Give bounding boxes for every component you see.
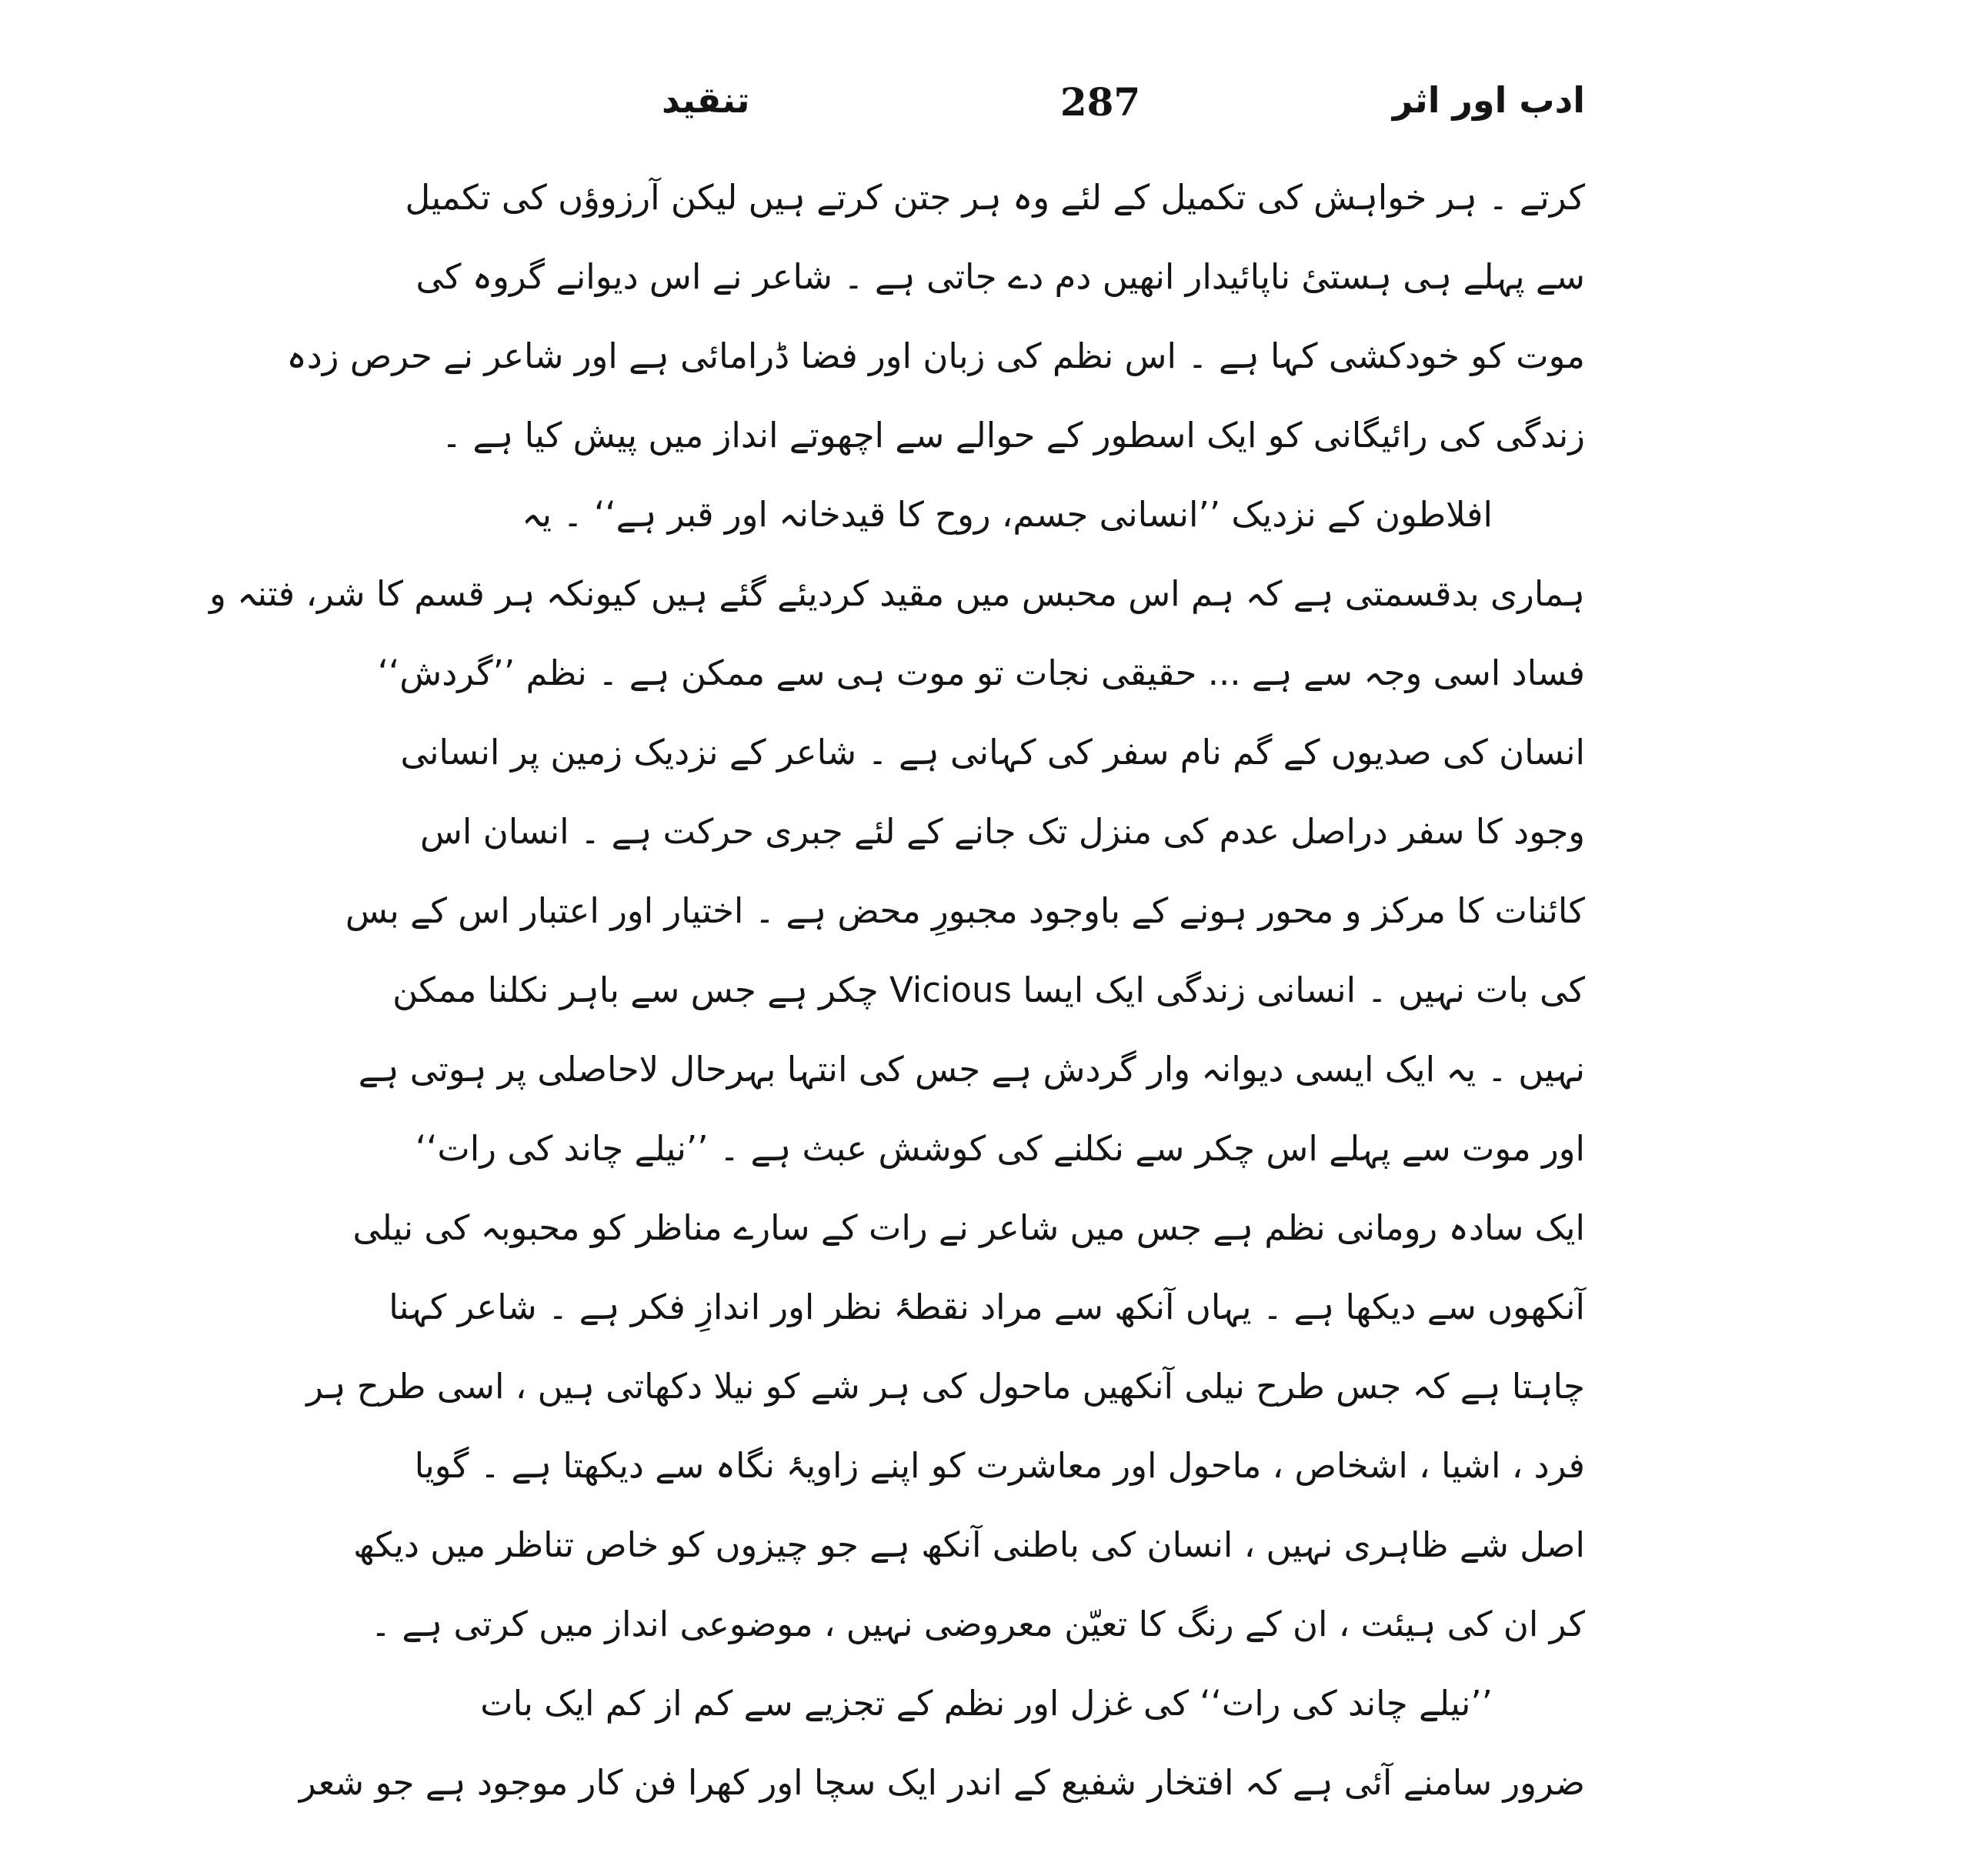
text-line: انسان کی صدیوں کے گم نام سفر کی کہانی ہے ۔ شاعر کے نزدیک زمین پر انسانی [400, 732, 1585, 773]
text-line: کرتے ۔ ہر خواہش کی تکمیل کے لئے وہ ہر جتن کرتے ہیں لیکن آرزوؤں کی تکمیل [405, 177, 1585, 218]
text-line: کی بات نہیں ۔ انسانی زندگی ایک ایسا Vicious چکر ہے جس سے باہر نکلنا ممکن [392, 970, 1585, 1010]
text-line: فرد ، اشیا ، اشخاص ، ماحول اور معاشرت کو اپنے زاویۂ نگاہ سے دیکھتا ہے ۔ گویا [414, 1445, 1585, 1486]
book-page [209, 73, 1585, 1812]
text-line: چاہتا ہے کہ جس طرح نیلی آنکھیں ماحول کی ہر شے کو نیلا دکھاتی ہیں ، اسی طرح ہر [306, 1366, 1585, 1407]
running-header [616, 73, 1585, 158]
body-text [209, 158, 1585, 1822]
text-line: ’’نیلے چاند کی رات‘‘ کی غزل اور نظم کے تجزیے سے کم از کم ایک بات [480, 1683, 1493, 1724]
section-title: تنقید [662, 79, 750, 121]
book-title: ادب اور اثر [1392, 79, 1585, 121]
text-line: موت کو خودکشی کہا ہے ۔ اس نظم کی زبان اور فضا ڈرامائی ہے اور شاعر نے حرص زدہ [286, 335, 1585, 376]
text-line: ضرور سامنے آئی ہے کہ افتخار شفیع کے اندر ایک سچا اور کھرا فن کار موجود ہے جو شعر [299, 1762, 1585, 1803]
text-line: ہماری بدقسمتی ہے کہ ہم اس محبس میں مقید کردیئے گئے ہیں کیونکہ ہر قسم کا شر، فتنہ و [209, 573, 1585, 614]
text-line: کائنات کا مرکز و محور ہونے کے باوجود مجبورِ محض ہے ۔ اختیار اور اعتبار اس کے بس [345, 890, 1585, 931]
text-line: زندگی کی رائیگانی کو ایک اسطور کے حوالے سے اچھوتے انداز میں پیش کیا ہے ۔ [441, 415, 1585, 456]
text-line: کر ان کی ہیئت ، ان کے رنگ کا تعیّن معروضی نہیں ، موضوعی انداز میں کرتی ہے ۔ [370, 1604, 1585, 1644]
text-line: نہیں ۔ یہ ایک ایسی دیوانہ وار گردش ہے جس کی انتہا بہرحال لاحاصلی پر ہوتی ہے [358, 1049, 1585, 1090]
page-number: 287 [1059, 79, 1141, 125]
text-line: وجود کا سفر دراصل عدم کی منزل تک جانے کے لئے جبری حرکت ہے ۔ انسان اس [419, 811, 1585, 852]
text-line: ایک سادہ رومانی نظم ہے جس میں شاعر نے رات کے سارے مناظر کو محبوبہ کی نیلی [352, 1207, 1585, 1248]
text-line: اصل شے ظاہری نہیں ، انسان کی باطنی آنکھ ہے جو چیزوں کو خاص تناظر میں دیکھ [353, 1524, 1585, 1565]
text-line: افلاطون کے نزدیک ’’انسانی جسم، روح کا قیدخانہ اور قبر ہے‘‘ ۔ یہ [522, 494, 1493, 535]
text-line: آنکھوں سے دیکھا ہے ۔ یہاں آنکھ سے مراد نقطۂ نظر اور اندازِ فکر ہے ۔ شاعر کہنا [389, 1287, 1585, 1327]
text-line: فساد اسی وجہ سے ہے ... حقیقی نجات تو موت ہی سے ممکن ہے ۔ نظم ’’گردش‘‘ [377, 653, 1585, 693]
text-line: اور موت سے پہلے اس چکر سے نکلنے کی کوشش عبث ہے ۔ ’’نیلے چاند کی رات‘‘ [415, 1128, 1585, 1169]
text-line: سے پہلے ہی ہستیٔ ناپائیدار انھیں دم دے جاتی ہے ۔ شاعر نے اس دیوانے گروہ کی [415, 256, 1585, 297]
